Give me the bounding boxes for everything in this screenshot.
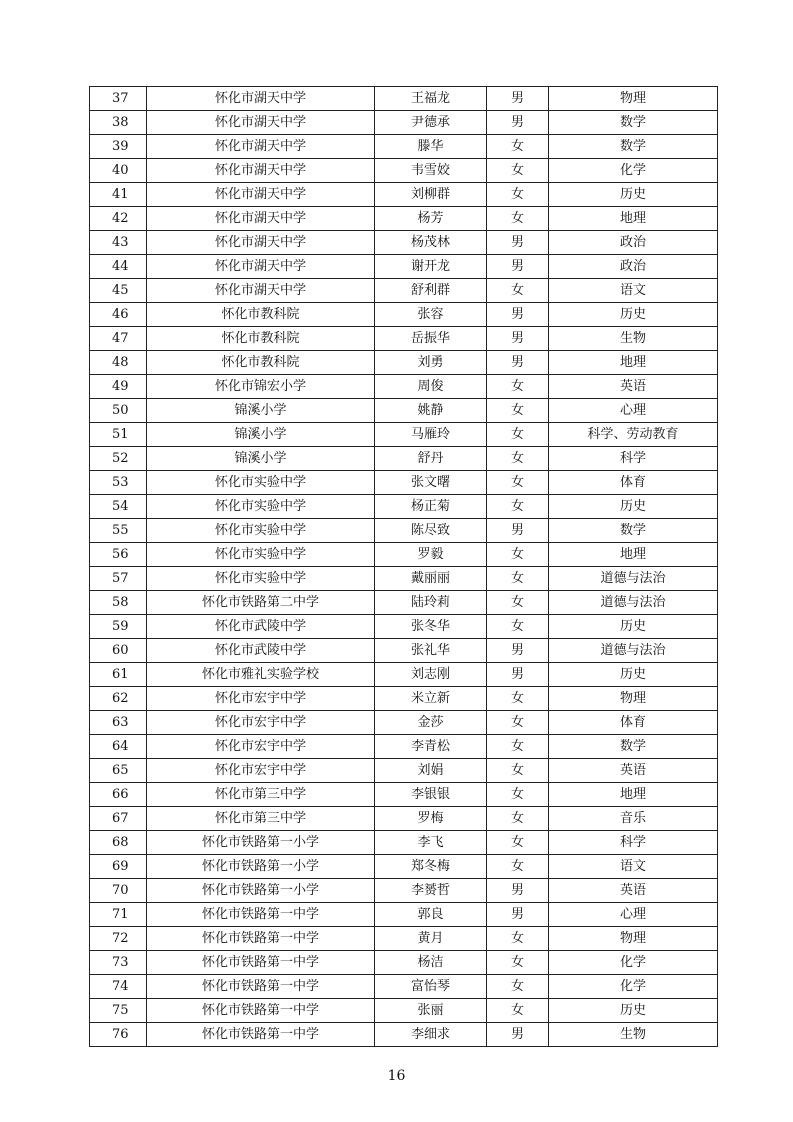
teacher-name-cell: 杨芳: [375, 207, 487, 231]
school-cell: 怀化市宏宇中学: [147, 687, 375, 711]
teacher-name-cell: 米立新: [375, 687, 487, 711]
subject-cell: 英语: [549, 375, 718, 399]
subject-cell: 历史: [549, 495, 718, 519]
gender-cell: 女: [487, 807, 549, 831]
table-row: [90, 471, 718, 495]
teacher-name-cell: 郭良: [375, 903, 487, 927]
school-cell: 怀化市铁路第一小学: [147, 855, 375, 879]
school-cell: 怀化市宏宇中学: [147, 759, 375, 783]
teacher-name-cell: 张礼华: [375, 639, 487, 663]
teacher-name-cell: 戴丽丽: [375, 567, 487, 591]
teacher-name-cell: 刘柳群: [375, 183, 487, 207]
teacher-name-cell: 杨茂林: [375, 231, 487, 255]
row-number: 53: [90, 471, 147, 495]
school-cell: 怀化市铁路第一小学: [147, 831, 375, 855]
table-row: [90, 831, 718, 855]
teacher-name-cell: 刘勇: [375, 351, 487, 375]
table-row: [90, 879, 718, 903]
subject-cell: 科学: [549, 447, 718, 471]
table-row: [90, 135, 718, 159]
school-cell: 怀化市教科院: [147, 351, 375, 375]
table-row: [90, 399, 718, 423]
row-number: 51: [90, 423, 147, 447]
table-row: [90, 375, 718, 399]
teacher-name-cell: 李飞: [375, 831, 487, 855]
row-number: 76: [90, 1023, 147, 1047]
row-number: 69: [90, 855, 147, 879]
gender-cell: 男: [487, 255, 549, 279]
table-row: [90, 447, 718, 471]
school-cell: 怀化市铁路第一中学: [147, 903, 375, 927]
subject-cell: 生物: [549, 1023, 718, 1047]
teacher-name-cell: 谢开龙: [375, 255, 487, 279]
teacher-name-cell: 马雁玲: [375, 423, 487, 447]
gender-cell: 男: [487, 87, 549, 111]
gender-cell: 女: [487, 543, 549, 567]
gender-cell: 男: [487, 639, 549, 663]
subject-cell: 历史: [549, 183, 718, 207]
school-cell: 怀化市湖天中学: [147, 255, 375, 279]
subject-cell: 数学: [549, 519, 718, 543]
table-row: [90, 735, 718, 759]
gender-cell: 女: [487, 447, 549, 471]
teacher-name-cell: 滕华: [375, 135, 487, 159]
subject-cell: 物理: [549, 927, 718, 951]
row-number: 50: [90, 399, 147, 423]
gender-cell: 男: [487, 519, 549, 543]
teacher-name-cell: 杨洁: [375, 951, 487, 975]
subject-cell: 道德与法治: [549, 639, 718, 663]
table-row: [90, 567, 718, 591]
gender-cell: 男: [487, 903, 549, 927]
teacher-name-cell: 李青松: [375, 735, 487, 759]
subject-cell: 数学: [549, 135, 718, 159]
gender-cell: 女: [487, 615, 549, 639]
table-row: [90, 159, 718, 183]
row-number: 65: [90, 759, 147, 783]
roster-table: [89, 86, 718, 1047]
row-number: 62: [90, 687, 147, 711]
gender-cell: 女: [487, 687, 549, 711]
subject-cell: 政治: [549, 231, 718, 255]
row-number: 64: [90, 735, 147, 759]
table-row: [90, 927, 718, 951]
row-number: 70: [90, 879, 147, 903]
gender-cell: 女: [487, 207, 549, 231]
table-row: [90, 423, 718, 447]
school-cell: 怀化市实验中学: [147, 519, 375, 543]
teacher-name-cell: 舒利群: [375, 279, 487, 303]
row-number: 42: [90, 207, 147, 231]
gender-cell: 女: [487, 591, 549, 615]
table-row: [90, 663, 718, 687]
table-row: [90, 903, 718, 927]
school-cell: 怀化市实验中学: [147, 543, 375, 567]
table-row: [90, 87, 718, 111]
table-row: [90, 519, 718, 543]
teacher-name-cell: 黄月: [375, 927, 487, 951]
school-cell: 怀化市铁路第一小学: [147, 879, 375, 903]
table-row: [90, 639, 718, 663]
gender-cell: 女: [487, 711, 549, 735]
table-row: [90, 255, 718, 279]
teacher-name-cell: 姚静: [375, 399, 487, 423]
table-row: [90, 759, 718, 783]
subject-cell: 体育: [549, 471, 718, 495]
roster-table-body: [90, 87, 718, 1047]
school-cell: 锦溪小学: [147, 423, 375, 447]
gender-cell: 女: [487, 567, 549, 591]
table-row: [90, 279, 718, 303]
gender-cell: 女: [487, 375, 549, 399]
gender-cell: 女: [487, 999, 549, 1023]
gender-cell: 女: [487, 159, 549, 183]
gender-cell: 男: [487, 231, 549, 255]
school-cell: 怀化市湖天中学: [147, 279, 375, 303]
teacher-name-cell: 陆玲莉: [375, 591, 487, 615]
school-cell: 怀化市铁路第一中学: [147, 975, 375, 999]
teacher-name-cell: 郑冬梅: [375, 855, 487, 879]
teacher-name-cell: 罗梅: [375, 807, 487, 831]
row-number: 59: [90, 615, 147, 639]
school-cell: 怀化市铁路第二中学: [147, 591, 375, 615]
teacher-name-cell: 岳振华: [375, 327, 487, 351]
school-cell: 怀化市第三中学: [147, 807, 375, 831]
gender-cell: 女: [487, 399, 549, 423]
gender-cell: 男: [487, 327, 549, 351]
row-number: 66: [90, 783, 147, 807]
gender-cell: 女: [487, 135, 549, 159]
subject-cell: 科学: [549, 831, 718, 855]
row-number: 43: [90, 231, 147, 255]
teacher-name-cell: 罗毅: [375, 543, 487, 567]
row-number: 75: [90, 999, 147, 1023]
gender-cell: 女: [487, 975, 549, 999]
subject-cell: 语文: [549, 279, 718, 303]
table-row: [90, 951, 718, 975]
row-number: 49: [90, 375, 147, 399]
subject-cell: 化学: [549, 951, 718, 975]
subject-cell: 历史: [549, 663, 718, 687]
gender-cell: 女: [487, 423, 549, 447]
school-cell: 怀化市雅礼实验学校: [147, 663, 375, 687]
gender-cell: 女: [487, 927, 549, 951]
gender-cell: 女: [487, 855, 549, 879]
gender-cell: 女: [487, 471, 549, 495]
table-row: [90, 303, 718, 327]
row-number: 41: [90, 183, 147, 207]
subject-cell: 历史: [549, 999, 718, 1023]
gender-cell: 女: [487, 783, 549, 807]
subject-cell: 英语: [549, 879, 718, 903]
row-number: 38: [90, 111, 147, 135]
table-row: [90, 807, 718, 831]
teacher-name-cell: 张丽: [375, 999, 487, 1023]
gender-cell: 女: [487, 831, 549, 855]
school-cell: 怀化市湖天中学: [147, 111, 375, 135]
subject-cell: 物理: [549, 687, 718, 711]
page-number: 16: [387, 1068, 406, 1084]
row-number: 74: [90, 975, 147, 999]
teacher-name-cell: 李银银: [375, 783, 487, 807]
table-row: [90, 975, 718, 999]
school-cell: 锦溪小学: [147, 447, 375, 471]
subject-cell: 生物: [549, 327, 718, 351]
row-number: 72: [90, 927, 147, 951]
row-number: 40: [90, 159, 147, 183]
school-cell: 怀化市湖天中学: [147, 207, 375, 231]
teacher-name-cell: 张冬华: [375, 615, 487, 639]
row-number: 57: [90, 567, 147, 591]
school-cell: 怀化市第三中学: [147, 783, 375, 807]
table-row: [90, 495, 718, 519]
table-row: [90, 111, 718, 135]
school-cell: 锦溪小学: [147, 399, 375, 423]
school-cell: 怀化市教科院: [147, 303, 375, 327]
table-row: [90, 231, 718, 255]
school-cell: 怀化市湖天中学: [147, 231, 375, 255]
table-row: [90, 351, 718, 375]
school-cell: 怀化市实验中学: [147, 495, 375, 519]
subject-cell: 地理: [549, 351, 718, 375]
row-number: 52: [90, 447, 147, 471]
subject-cell: 化学: [549, 975, 718, 999]
gender-cell: 女: [487, 279, 549, 303]
row-number: 39: [90, 135, 147, 159]
subject-cell: 科学、劳动教育: [549, 423, 718, 447]
subject-cell: 英语: [549, 759, 718, 783]
table-row: [90, 855, 718, 879]
gender-cell: 男: [487, 111, 549, 135]
row-number: 45: [90, 279, 147, 303]
table-row: [90, 591, 718, 615]
teacher-name-cell: 张容: [375, 303, 487, 327]
row-number: 71: [90, 903, 147, 927]
gender-cell: 女: [487, 495, 549, 519]
school-cell: 怀化市湖天中学: [147, 183, 375, 207]
gender-cell: 女: [487, 183, 549, 207]
subject-cell: 语文: [549, 855, 718, 879]
subject-cell: 道德与法治: [549, 591, 718, 615]
row-number: 46: [90, 303, 147, 327]
teacher-name-cell: 富怡琴: [375, 975, 487, 999]
row-number: 55: [90, 519, 147, 543]
table-row: [90, 783, 718, 807]
row-number: 48: [90, 351, 147, 375]
subject-cell: 地理: [549, 207, 718, 231]
table-row: [90, 207, 718, 231]
teacher-name-cell: 尹德承: [375, 111, 487, 135]
table-row: [90, 687, 718, 711]
gender-cell: 男: [487, 351, 549, 375]
subject-cell: 数学: [549, 735, 718, 759]
school-cell: 怀化市铁路第一中学: [147, 951, 375, 975]
teacher-name-cell: 张文曙: [375, 471, 487, 495]
school-cell: 怀化市锦宏小学: [147, 375, 375, 399]
gender-cell: 女: [487, 759, 549, 783]
gender-cell: 男: [487, 1023, 549, 1047]
teacher-name-cell: 李细求: [375, 1023, 487, 1047]
subject-cell: 道德与法治: [549, 567, 718, 591]
school-cell: 怀化市宏宇中学: [147, 735, 375, 759]
subject-cell: 数学: [549, 111, 718, 135]
subject-cell: 音乐: [549, 807, 718, 831]
school-cell: 怀化市湖天中学: [147, 159, 375, 183]
teacher-name-cell: 陈尽致: [375, 519, 487, 543]
subject-cell: 地理: [549, 783, 718, 807]
table-row: [90, 1023, 718, 1047]
teacher-name-cell: 舒丹: [375, 447, 487, 471]
school-cell: 怀化市铁路第一中学: [147, 1023, 375, 1047]
row-number: 37: [90, 87, 147, 111]
subject-cell: 历史: [549, 303, 718, 327]
table-row: [90, 999, 718, 1023]
subject-cell: 心理: [549, 903, 718, 927]
table-row: [90, 327, 718, 351]
row-number: 47: [90, 327, 147, 351]
gender-cell: 男: [487, 663, 549, 687]
gender-cell: 女: [487, 735, 549, 759]
row-number: 61: [90, 663, 147, 687]
school-cell: 怀化市武陵中学: [147, 615, 375, 639]
school-cell: 怀化市武陵中学: [147, 639, 375, 663]
school-cell: 怀化市湖天中学: [147, 87, 375, 111]
gender-cell: 男: [487, 303, 549, 327]
school-cell: 怀化市实验中学: [147, 471, 375, 495]
row-number: 73: [90, 951, 147, 975]
subject-cell: 政治: [549, 255, 718, 279]
school-cell: 怀化市铁路第一中学: [147, 927, 375, 951]
row-number: 60: [90, 639, 147, 663]
table-row: [90, 615, 718, 639]
teacher-name-cell: 刘娟: [375, 759, 487, 783]
table-row: [90, 183, 718, 207]
teacher-name-cell: 王福龙: [375, 87, 487, 111]
table-row: [90, 711, 718, 735]
row-number: 58: [90, 591, 147, 615]
row-number: 67: [90, 807, 147, 831]
teacher-name-cell: 刘志刚: [375, 663, 487, 687]
row-number: 44: [90, 255, 147, 279]
gender-cell: 女: [487, 951, 549, 975]
row-number: 63: [90, 711, 147, 735]
subject-cell: 历史: [549, 615, 718, 639]
teacher-name-cell: 韦雪姣: [375, 159, 487, 183]
teacher-name-cell: 李赟哲: [375, 879, 487, 903]
teacher-name-cell: 周俊: [375, 375, 487, 399]
school-cell: 怀化市湖天中学: [147, 135, 375, 159]
row-number: 56: [90, 543, 147, 567]
school-cell: 怀化市铁路第一中学: [147, 999, 375, 1023]
subject-cell: 化学: [549, 159, 718, 183]
subject-cell: 地理: [549, 543, 718, 567]
subject-cell: 体育: [549, 711, 718, 735]
row-number: 54: [90, 495, 147, 519]
row-number: 68: [90, 831, 147, 855]
teacher-name-cell: 金莎: [375, 711, 487, 735]
school-cell: 怀化市实验中学: [147, 567, 375, 591]
gender-cell: 男: [487, 879, 549, 903]
subject-cell: 心理: [549, 399, 718, 423]
school-cell: 怀化市教科院: [147, 327, 375, 351]
teacher-name-cell: 杨正菊: [375, 495, 487, 519]
table-row: [90, 543, 718, 567]
school-cell: 怀化市宏宇中学: [147, 711, 375, 735]
subject-cell: 物理: [549, 87, 718, 111]
